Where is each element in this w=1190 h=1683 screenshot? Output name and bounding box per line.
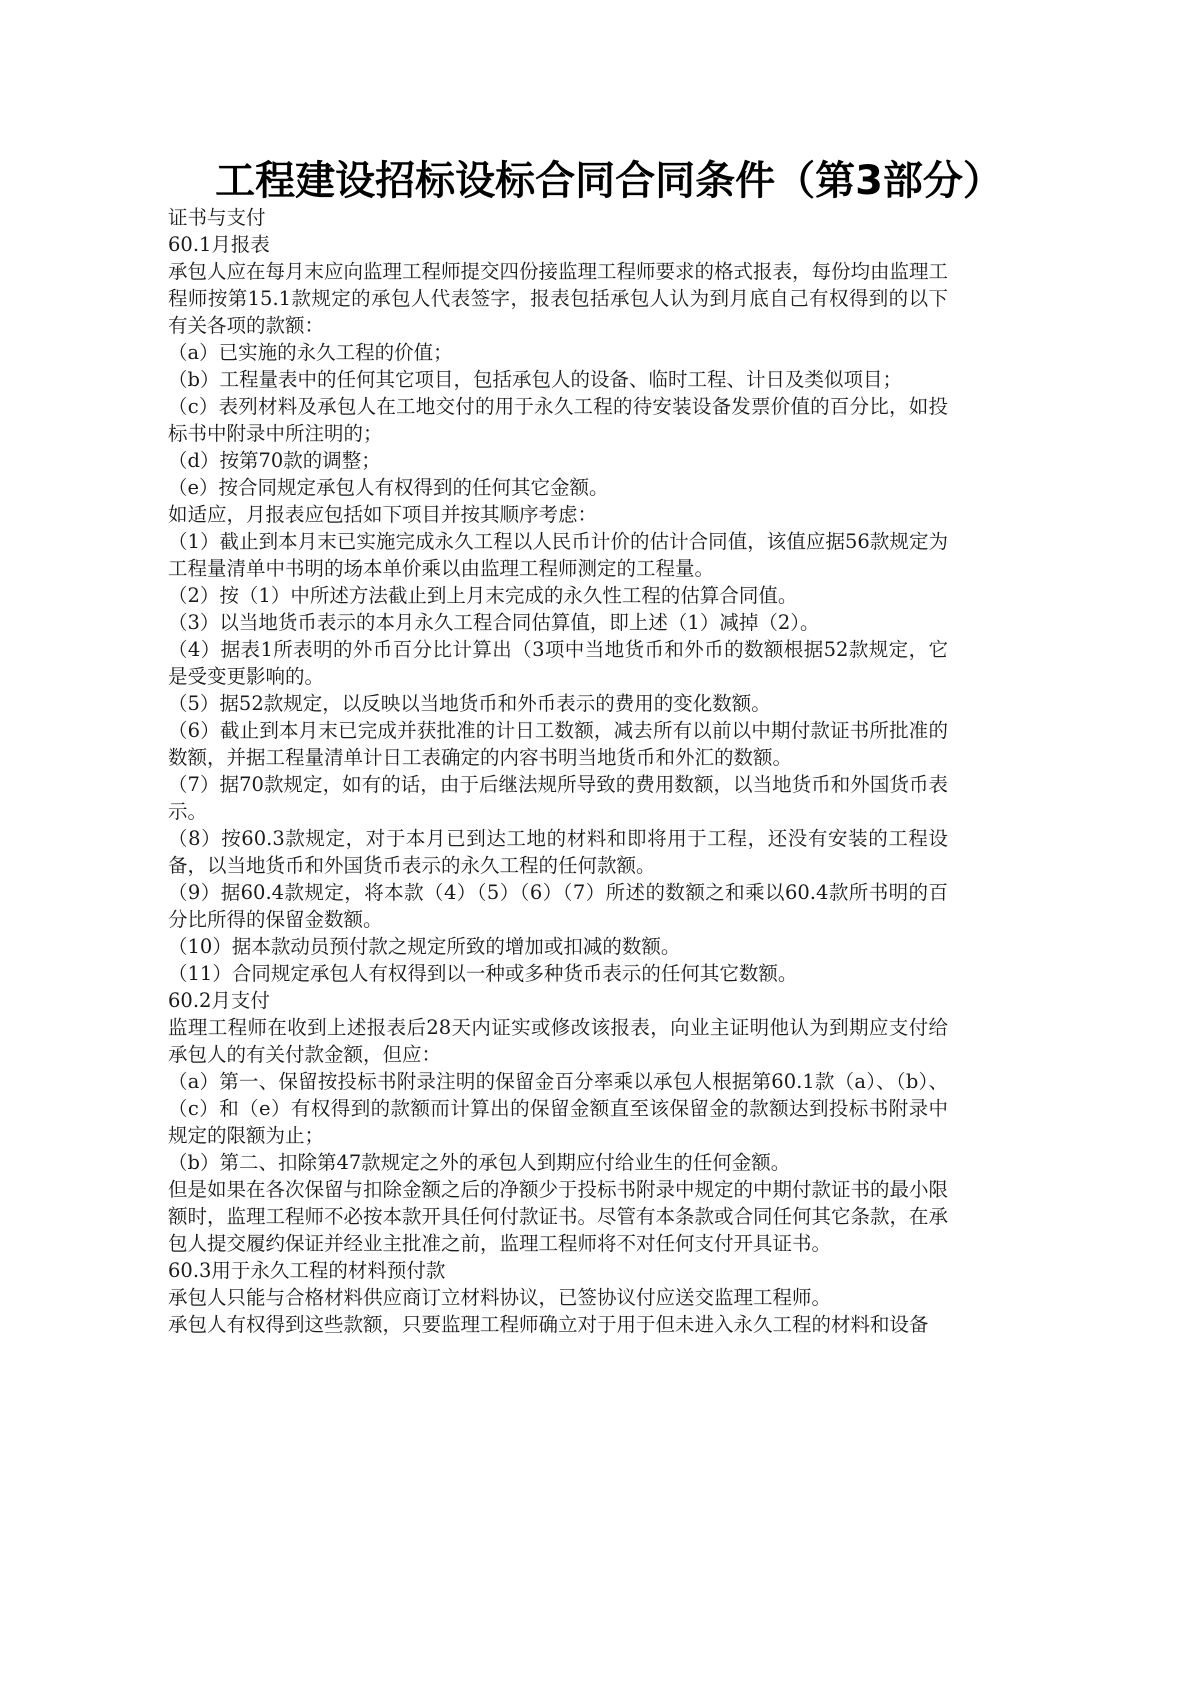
list-item: （9）据60.4款规定，将本款（4）（5）（6）（7）所述的数额之和乘以60.4款所书明的百分比所得的保留金数额。	[168, 881, 948, 931]
list-item: （d）按第70款的调整；	[168, 449, 381, 472]
document-body	[168, 204, 948, 1338]
paragraph: 如适应，月报表应包括如下项目并按其顺序考虑：	[168, 503, 598, 526]
list-item: （5）据52款规定，以反映以当地货币和外币表示的费用的变化数额。	[168, 692, 771, 715]
list-item: （c）表列材料及承包人在工地交付的用于永久工程的待安装设备发票价值的百分比，如投标书中附录中所注明的；	[168, 395, 948, 445]
clause-heading: 60.2月支付	[168, 989, 270, 1012]
list-item: （a）第一、保留按投标书附录注明的保留金百分率乘以承包人根据第60.1款（a）、（b）、（c）和（e）有权得到的款额而计算出的保留金额直至该保留金的款额达到投标书附录中规定的限额为止；	[168, 1070, 948, 1147]
list-item: （2）按（1）中所述方法截止到上月末完成的永久性工程的估算合同值。	[168, 584, 798, 607]
list-item: （11）合同规定承包人有权得到以一种或多种货币表示的任何其它数额。	[168, 962, 798, 985]
list-item: （b）工程量表中的任何其它项目，包括承包人的设备、临时工程、计日及类似项目；	[168, 368, 902, 391]
list-item: （a）已实施的永久工程的价值；	[168, 341, 453, 364]
paragraph: 承包人应在每月末应向监理工程师提交四份接监理工程师要求的格式报表，每份均由监理工程师按第15.1款规定的承包人代表签字，报表包括承包人认为到月底自己有权得到的以下有关各项的款额：	[168, 260, 949, 337]
paragraph: 但是如果在各次保留与扣除金额之后的净额少于投标书附录中规定的中期付款证书的最小限额时，监理工程师不必按本款开具任何付款证书。尽管有本条款或合同任何其它条款，在承包人提交履约保证并经业主批准之前，监理工程师将不对任何支付开具证书。	[168, 1178, 949, 1255]
paragraph: 监理工程师在收到上述报表后28天内证实或修改该报表，向业主证明他认为到期应支付给承包人的有关付款金额，但应：	[168, 1016, 948, 1066]
section-heading: 证书与支付	[168, 206, 266, 229]
list-item: （1）截止到本月末已实施完成永久工程以人民币计价的估计合同值，该值应据56款规定为工程量清单中书明的场本单价乘以由监理工程师测定的工程量。	[168, 530, 948, 580]
paragraph: 承包人有权得到这些款额，只要监理工程师确立对于用于但未进入永久工程的材料和设备	[168, 1313, 929, 1336]
list-item: （8）按60.3款规定，对于本月已到达工地的材料和即将用于工程，还没有安装的工程设备，以当地货币和外国货币表示的永久工程的任何款额。	[168, 827, 948, 877]
list-item: （10）据本款动员预付款之规定所致的增加或扣减的数额。	[168, 935, 681, 958]
clause-heading: 60.3用于永久工程的材料预付款	[168, 1259, 446, 1282]
list-item: （4）据表1所表明的外币百分比计算出（3项中当地货币和外币的数额根据52款规定，它是受变更影响的。	[168, 638, 948, 688]
clause-heading: 60.1月报表	[168, 233, 270, 256]
document-title: 工程建设招标设标合同合同条件（第3部分）	[215, 158, 1003, 204]
list-item: （7）据70款规定，如有的话，由于后继法规所导致的费用数额，以当地货币和外国货币表示。	[168, 773, 948, 823]
list-item: （6）截止到本月末已完成并获批准的计日工数额，减去所有以前以中期付款证书所批准的数额，并据工程量清单计日工表确定的内容书明当地货币和外汇的数额。	[168, 719, 948, 769]
list-item: （e）按合同规定承包人有权得到的任何其它金额。	[168, 476, 609, 499]
list-item: （b）第二、扣除第47款规定之外的承包人到期应付给业生的任何金额。	[168, 1151, 791, 1174]
list-item: （3）以当地货币表示的本月永久工程合同估算值，即上述（1）减掉（2）。	[168, 611, 820, 634]
paragraph: 承包人只能与合格材料供应商订立材料协议，已签协议付应送交监理工程师。	[168, 1286, 832, 1309]
